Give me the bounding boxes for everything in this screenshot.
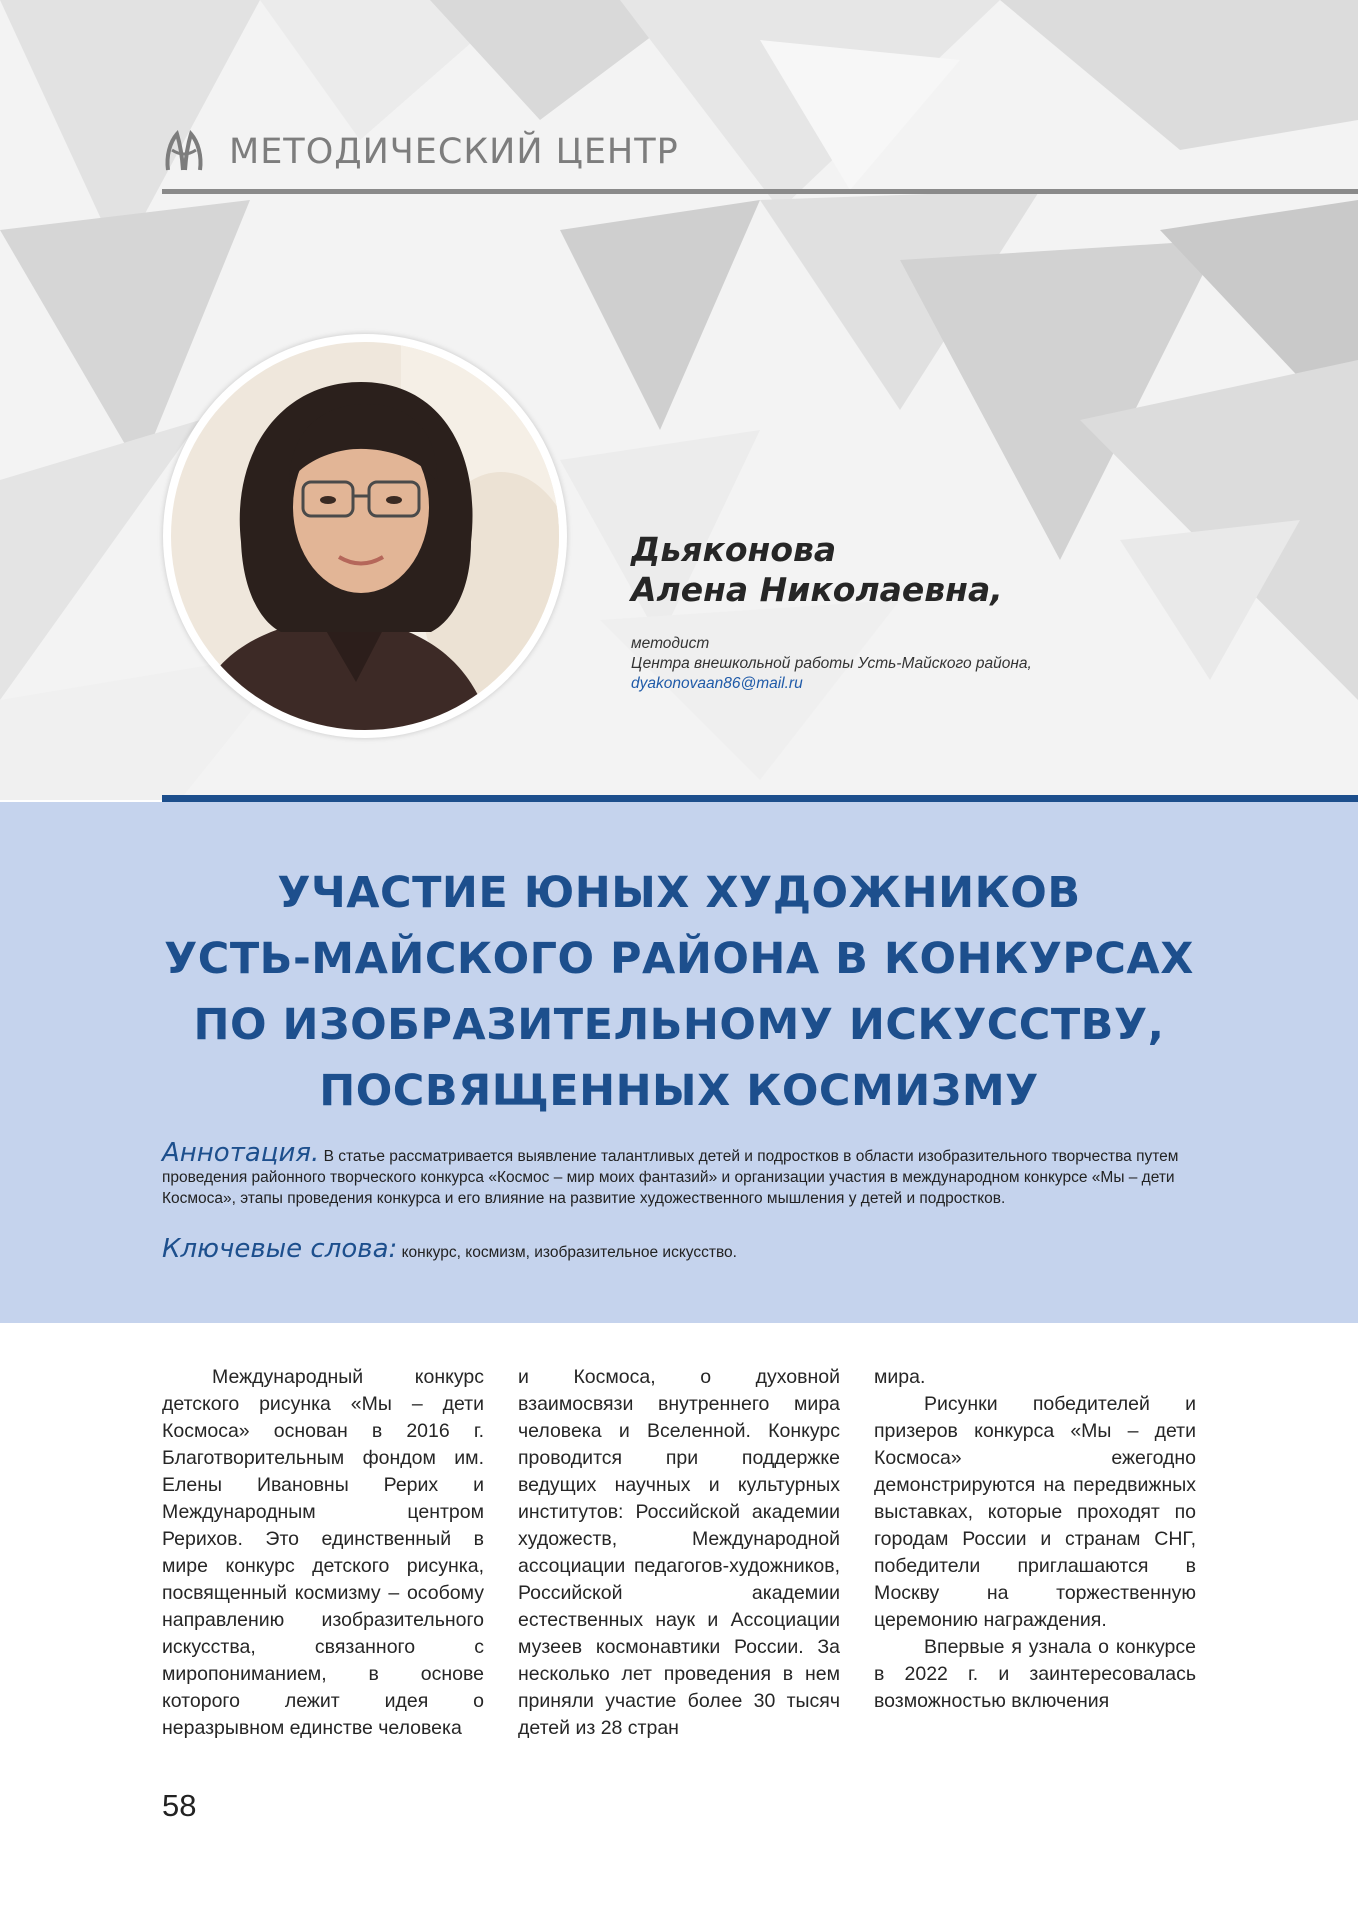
keywords-text: конкурс, космизм, изобразительное искусство.	[401, 1244, 737, 1261]
abstract	[162, 1138, 1196, 1209]
title-line: ПОСВЯЩЕННЫХ КОСМИЗМУ	[319, 1066, 1039, 1116]
body-paragraph: Международный конкурс детского рисунка «Мы – дети Космоса» основан в 2016 г. Благотворительным фондом им. Елены Ивановны Рерих и Международным центром Рерихов. Это единственный в мире конкурс детского рисунка, посвященный космизму – особому направлению изобразительного искусства, связанного с миропониманием, в основе которого лежит идея о неразрывном единстве человека	[162, 1366, 484, 1739]
keywords-label: Ключевые слова:	[162, 1234, 398, 1264]
keywords	[162, 1234, 1196, 1264]
author-portrait	[163, 334, 567, 738]
title-rule	[162, 795, 1358, 802]
abstract-label: Аннотация.	[162, 1138, 320, 1168]
author-surname: Дьяконова	[631, 530, 837, 569]
body-paragraph: и Космоса, о духовной взаимосвязи внутреннего мира человека и Вселенной. Конкурс проводится при поддержке ведущих научных и культурных институтов: Российской академии художеств, Международной ассоциации педагогов-художников, Российской академии естественных наук и Ассоциации музеев космонавтики России. За несколько лет проведения в нем приняли участие более 30 тысяч детей из 28 стран	[518, 1366, 840, 1739]
body-paragraph: Рисунки победителей и призеров конкурса «Мы – дети Космоса» ежегодно демонстрируются на передвижных выставках, которые проходят по городам России и странам СНГ, победители приглашаются в Москву на торжественную церемонию награждения.	[874, 1393, 1196, 1631]
title-line: ПО ИЗОБРАЗИТЕЛЬНОМУ ИСКУССТВУ,	[193, 1000, 1165, 1050]
body-column-1	[162, 1364, 484, 1742]
two-figures-logo-icon	[162, 128, 206, 174]
body-column-3	[874, 1364, 1196, 1715]
header-rule	[162, 189, 1358, 194]
author-photo-illustration	[171, 342, 559, 730]
body-paragraph: Впервые я узнала о конкурсе в 2022 г. и заинтересовалась возможностью включения	[874, 1636, 1196, 1712]
article-title	[162, 860, 1196, 1124]
author-position: методист	[631, 635, 710, 652]
author-organization: Центра внешкольной работы Усть-Майского района,	[631, 655, 1032, 672]
page-number: 58	[162, 1788, 197, 1823]
author-affiliation	[631, 634, 1032, 694]
title-line: УЧАСТИЕ ЮНЫХ ХУДОЖНИКОВ	[277, 868, 1081, 918]
section-title: МЕТОДИЧЕСКИЙ ЦЕНТР	[229, 132, 679, 172]
body-column-2	[518, 1364, 840, 1742]
title-line: УСТЬ-МАЙСКОГО РАЙОНА В КОНКУРСАХ	[164, 934, 1194, 984]
author-name	[631, 530, 1032, 610]
section-header	[162, 128, 1358, 198]
body-paragraph: мира.	[874, 1366, 926, 1388]
abstract-text: В статье рассматривается выявление талантливых детей и подростков в области изобразительного творчества путем проведения районного творческого конкурса «Космос – мир моих фантазий» и организации участия в международном конкурсе «Мы – дети Космоса», этапы проведения конкурса и его влияние на развитие художественного мышления у детей и подростков.	[162, 1148, 1179, 1207]
author-block	[631, 530, 1032, 694]
author-given-names: Алена Николаевна,	[631, 570, 1003, 609]
author-email-link[interactable]: dyakonovaan86@mail.ru	[631, 675, 803, 692]
